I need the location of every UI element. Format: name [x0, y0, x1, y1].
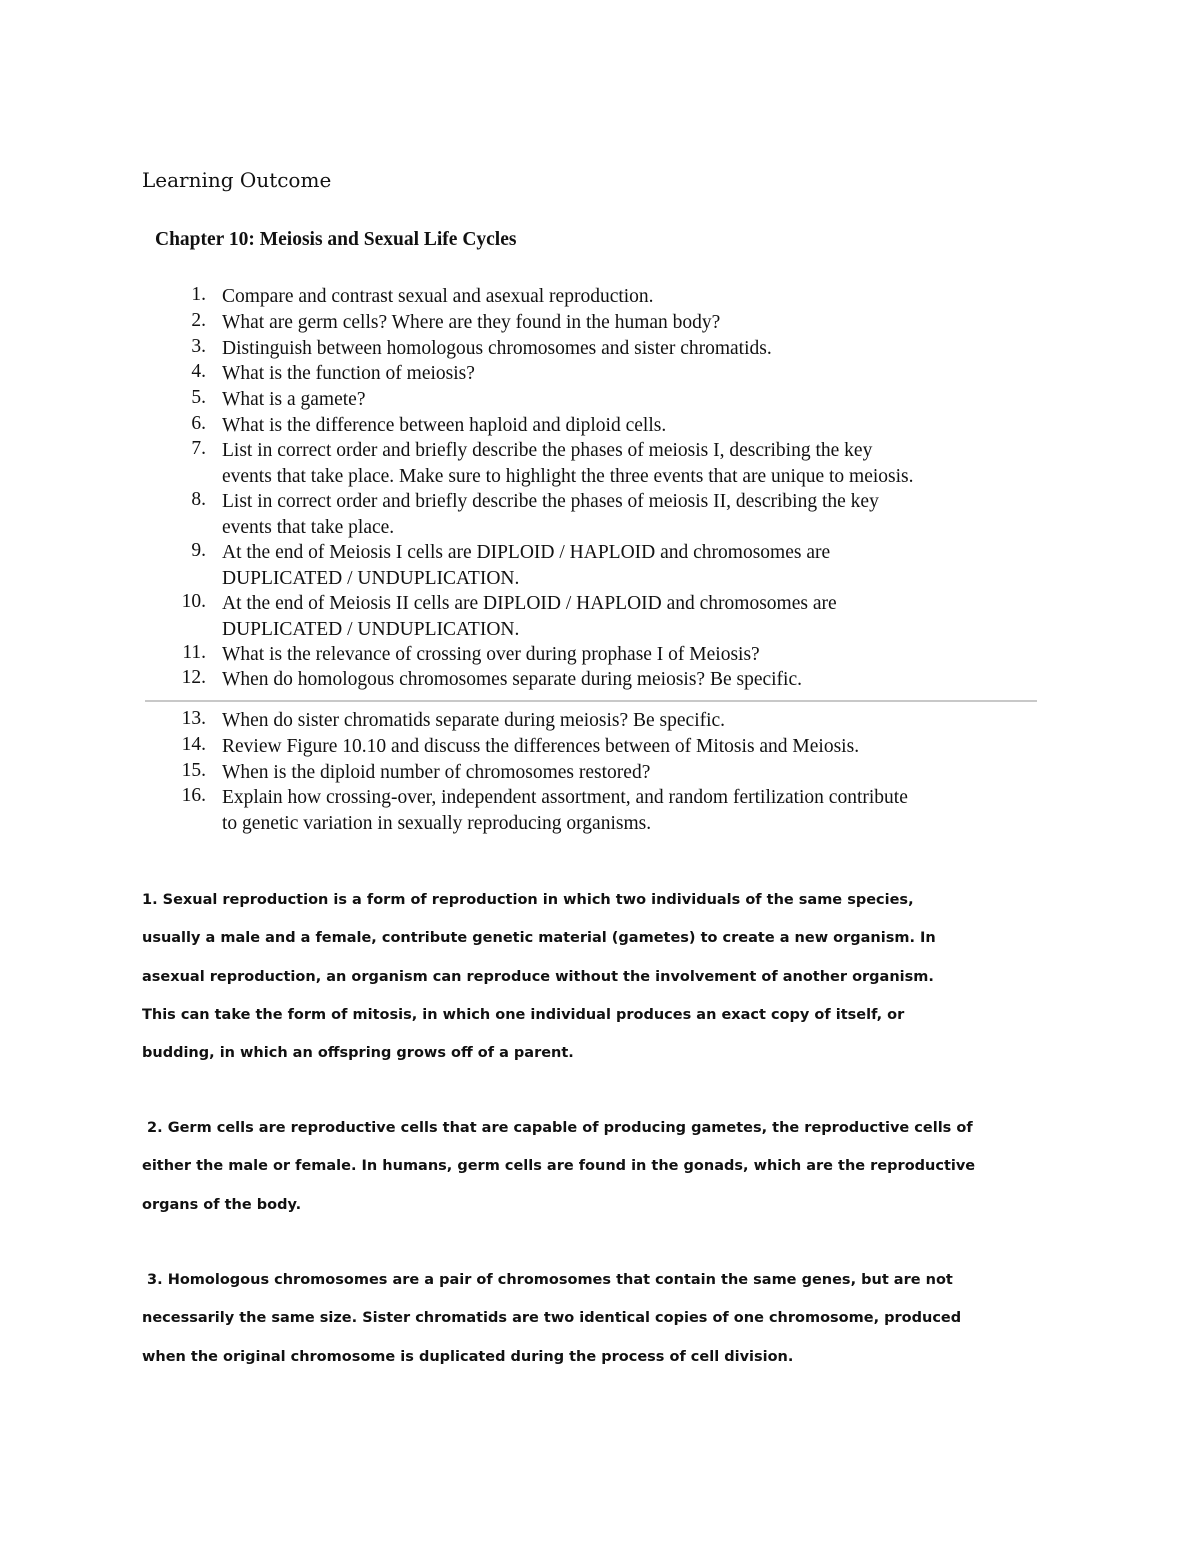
answer-line: asexual reproduction, an organism can reproduce without the involvement of another organism.: [142, 968, 934, 985]
question-line: List in correct order and briefly describe the phases of meiosis I, describing the key: [222, 440, 873, 461]
question-number: 15.: [181, 760, 206, 781]
question-number: 9.: [191, 540, 206, 561]
question-line: List in correct order and briefly describe the phases of meiosis II, describing the key: [222, 491, 879, 512]
question-number: 14.: [181, 734, 206, 755]
question-text: [222, 591, 1032, 642]
question-text: [222, 413, 1032, 439]
question-text: [222, 785, 1032, 836]
question-line: DUPLICATED / UNDUPLICATION.: [222, 567, 520, 589]
question-text: [222, 489, 1032, 540]
answer-paragraph: [142, 881, 1060, 1072]
question-line: When do homologous chromosomes separate during meiosis? Be specific.: [222, 669, 802, 690]
question-number: 7.: [191, 438, 206, 459]
question-text: [222, 760, 1032, 786]
answer-line: budding, in which an offspring grows off of a parent.: [142, 1045, 574, 1062]
question-line: When do sister chromatids separate during meiosis? Be specific.: [222, 710, 726, 731]
question-line: At the end of Meiosis II cells are DIPLOID / HAPLOID and chromosomes are: [222, 593, 837, 614]
question-text: [222, 336, 1032, 362]
question-text: [222, 667, 1032, 693]
question-line: When is the diploid number of chromosomes restored?: [222, 762, 651, 783]
question-line: What is the difference between haploid and diploid cells.: [222, 415, 667, 436]
question-number: 5.: [191, 387, 206, 408]
question-line: What are germ cells? Where are they found in the human body?: [222, 312, 721, 333]
question-line: Distinguish between homologous chromosomes and sister chromatids.: [222, 338, 772, 359]
question-number: 11.: [182, 642, 206, 663]
question-text: [222, 438, 1032, 489]
section-divider: [145, 700, 1037, 702]
question-text: [222, 310, 1032, 336]
question-line: Compare and contrast sexual and asexual reproduction.: [222, 286, 654, 307]
answer-line: This can take the form of mitosis, in which one individual produces an exact copy of itself, or: [142, 1006, 905, 1023]
question-number: 16.: [181, 785, 206, 806]
question-number: 13.: [181, 708, 206, 729]
question-number: 1.: [191, 284, 206, 305]
answer-line: necessarily the same size. Sister chromatids are two identical copies of one chromosome, produced: [142, 1310, 962, 1327]
question-line: to genetic variation in sexually reproducing organisms.: [222, 812, 652, 834]
answer-line: when the original chromosome is duplicated during the process of cell division.: [142, 1348, 794, 1365]
question-number: 8.: [191, 489, 206, 510]
question-line: What is the relevance of crossing over during prophase I of Meiosis?: [222, 644, 760, 665]
question-line: DUPLICATED / UNDUPLICATION.: [222, 618, 520, 640]
answer-line: usually a male and a female, contribute genetic material (gametes) to create a new organism. In: [142, 930, 936, 947]
question-line: events that take place.: [222, 516, 395, 538]
question-line: What is a gamete?: [222, 389, 366, 410]
question-text: [222, 540, 1032, 591]
chapter-heading: Chapter 10: Meiosis and Sexual Life Cycles: [155, 229, 517, 250]
answer-line: 1. Sexual reproduction is a form of reproduction in which two individuals of the same species,: [142, 892, 914, 908]
question-number: 2.: [191, 310, 206, 331]
answer-paragraph: [142, 1261, 1060, 1376]
question-line: events that take place. Make sure to highlight the three events that are unique to meiosis.: [222, 465, 914, 487]
answer-line: either the male or female. In humans, germ cells are found in the gonads, which are the reproductive: [142, 1158, 976, 1175]
question-line: Explain how crossing-over, independent assortment, and random fertilization contribute: [222, 787, 908, 808]
question-text: [222, 708, 1032, 734]
answer-line: 3. Homologous chromosomes are a pair of chromosomes that contain the same genes, but are not: [142, 1272, 953, 1288]
question-line: Review Figure 10.10 and discuss the differences between of Mitosis and Meiosis.: [222, 736, 860, 757]
question-line: At the end of Meiosis I cells are DIPLOID / HAPLOID and chromosomes are: [222, 542, 831, 563]
question-text: [222, 361, 1032, 387]
question-number: 4.: [191, 361, 206, 382]
question-text: [222, 387, 1032, 413]
question-text: [222, 284, 1032, 310]
question-text: [222, 642, 1032, 668]
question-number: 6.: [191, 413, 206, 434]
question-number: 3.: [191, 336, 206, 357]
question-text: [222, 734, 1032, 760]
answer-paragraph: [142, 1109, 1060, 1224]
answer-line: organs of the body.: [142, 1196, 302, 1213]
question-number: 10.: [181, 591, 206, 612]
question-number: 12.: [181, 667, 206, 688]
answer-line: 2. Germ cells are reproductive cells that are capable of producing gametes, the reproductive cells of: [142, 1120, 973, 1136]
page-title: Learning Outcome: [142, 168, 332, 192]
question-line: What is the function of meiosis?: [222, 363, 475, 384]
